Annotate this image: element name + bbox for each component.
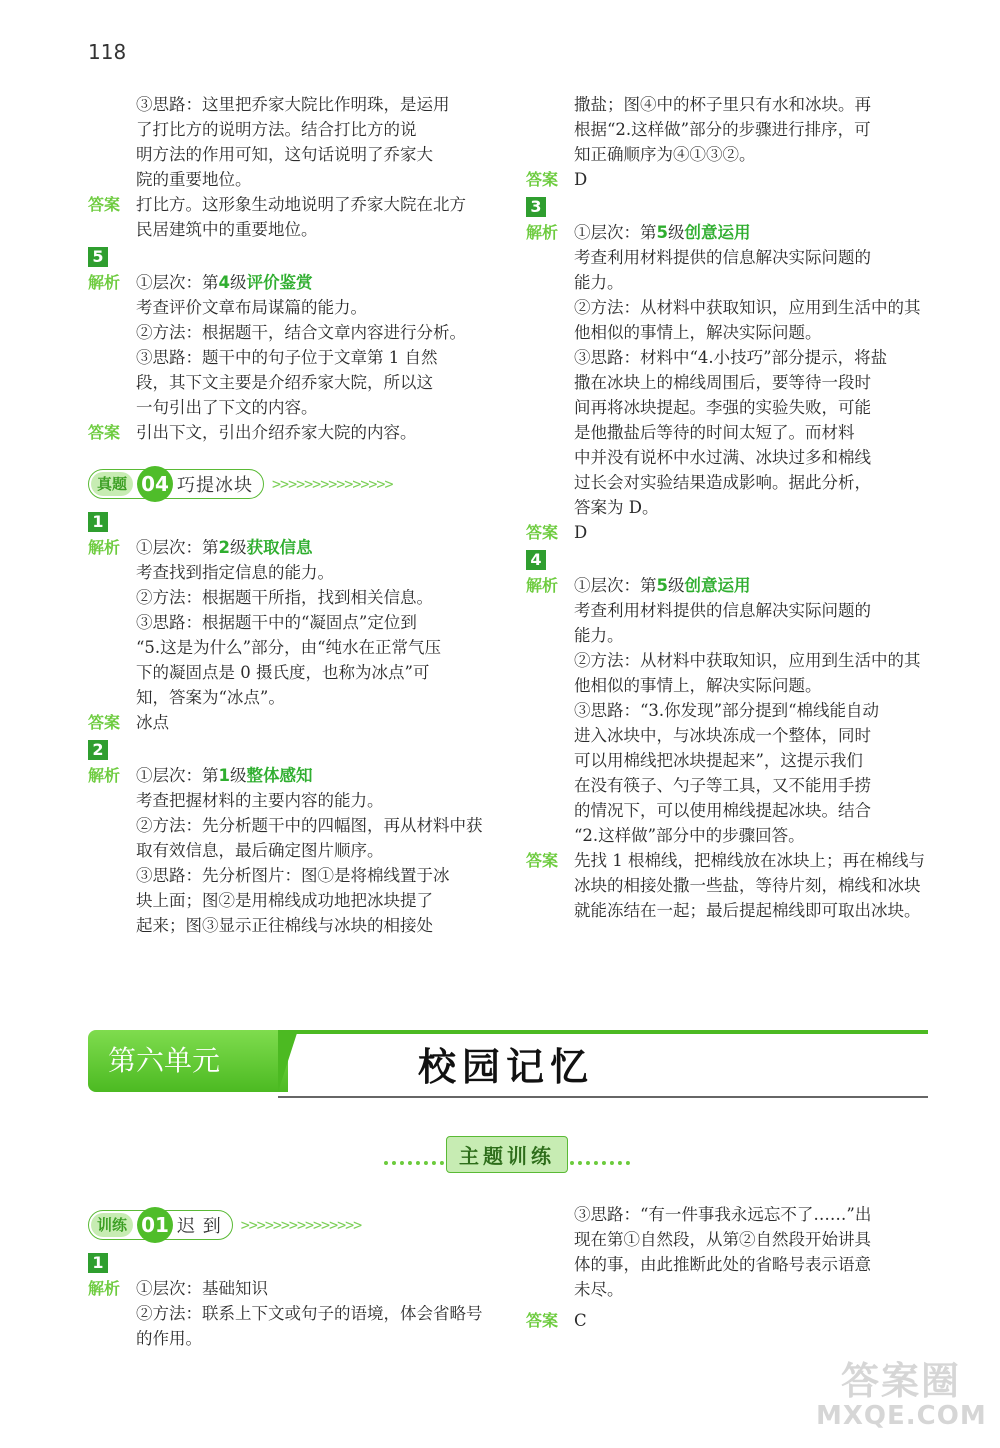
watermark-cn: 答案圈 [840,1359,961,1403]
text-line: “2.这样做”部分中的步骤回答。 [574,826,805,845]
text-line: ②方法：先分析题干中的四幅图，再从材料中获 [136,816,483,835]
answer-label: 答案 [526,170,559,189]
text-line: 体的事，由此推断此处的省略号表示语意 [574,1255,871,1274]
q2-analysis [88,763,498,938]
text-line: 中并没有说杯中水过满、冰块过多和棉线 [574,448,871,467]
q1-answer [88,710,498,735]
watermark-en: MXQE.COM [816,1401,987,1431]
text-line: 现在第①自然段，从第②自然段开始讲具 [574,1230,871,1249]
text-line: 冰点 [136,713,169,732]
theme-heading [384,1136,630,1176]
text-line: 引出下文，引出介绍乔家大院的内容。 [136,423,417,442]
question-number: 2 [88,740,108,760]
section-heading [88,1208,498,1242]
text-line: 间再将冰块提起。李强的实验失败，可能 [574,398,871,417]
text-line: ②方法：根据题干所指，找到相关信息。 [136,588,433,607]
analysis-label: 解析 [526,576,559,595]
q2-answer [526,167,936,192]
text-line: ②方法：从材料中获取知识，应用到生活中的其 [574,298,921,317]
analysis-label: 解析 [88,538,121,557]
text-line: 能力。 [574,626,624,645]
text-line: 在没有筷子、勺子等工具，又不能用手捞 [574,776,871,795]
q3-answer [526,520,936,545]
text-line: ③思路：题干中的句子位于文章第 1 自然 [136,348,438,367]
section-title: 迟 到 [177,1216,222,1237]
text-line: 未尽。 [574,1280,624,1299]
text-line: 就能冻结在一起；最后提起棉线即可取出冰块。 [574,901,921,920]
text-line: 能力。 [574,273,624,292]
section-kind: 训练 [91,1213,133,1237]
text-line: 撒盐；图④中的杯子里只有水和冰块。再 [574,95,871,114]
q2-analysis-cont [526,92,936,167]
banner-underline [278,1096,928,1098]
text-line: 考查评价文章布局谋篇的能力。 [136,298,367,317]
dots-decoration [570,1161,630,1165]
section-heading [88,467,498,501]
answer-label: 答案 [88,195,121,214]
training-q1-answer [526,1308,936,1333]
text-line: 明方法的作用可知，这句话说明了乔家大 [136,145,433,164]
text-line: ③思路：材料中“4.小技巧”部分提示，将盐 [574,348,888,367]
text-line: ①层次：基础知识 [136,1279,268,1298]
text-line: 他相似的事情上，解决实际问题。 [574,323,822,342]
text-line: 起来；图③显示正往棉线与冰块的相接处 [136,916,433,935]
level-line: ①层次：第1级整体感知 [136,766,313,785]
text-line: 考查利用材料提供的信息解决实际问题的 [574,601,871,620]
text-line: ②方法：根据题干，结合文章内容进行分析。 [136,323,466,342]
training-left [88,1208,498,1351]
training-right [526,1202,936,1333]
q4-analysis [526,573,936,848]
text-line: 了打比方的说明方法。结合打比方的说 [136,120,417,139]
unit-title: 校园记忆 [418,1045,595,1089]
text-line: 考查找到指定信息的能力。 [136,563,334,582]
analysis-label: 解析 [526,223,559,242]
text-line: “5.这是为什么”部分，由“纯水在正常气压 [136,638,442,657]
text-line: 撒在冰块上的棉线周围后，要等待一段时 [574,373,871,392]
analysis-label: 解析 [88,766,121,785]
analysis-label: 解析 [88,1279,121,1298]
unit-banner [88,1030,928,1100]
text-line: 考查把握材料的主要内容的能力。 [136,791,384,810]
text-line: 过长会对实验结果造成影响。据此分析， [574,473,871,492]
level-line: ①层次：第4级评价鉴赏 [136,273,313,292]
level-line: ①层次：第2级获取信息 [136,538,313,557]
training-q1-analysis-cont [526,1202,936,1302]
section-kind: 真题 [91,472,133,496]
page-number: 118 [88,40,127,64]
text-line: ③思路：“3.你发现”部分提到“棉线能自动 [574,701,880,720]
text-line: 考查利用材料提供的信息解决实际问题的 [574,248,871,267]
text-line: 根据“2.这样做”部分的步骤进行排序，可 [574,120,871,139]
text-line: 先找 1 根棉线，把棉线放在冰块上；再在棉线与 [574,851,925,870]
left-column [88,92,498,938]
analysis-label: 解析 [88,273,121,292]
q5-analysis [88,270,498,420]
question-number: 1 [88,1253,108,1273]
text-line: 院的重要地位。 [136,170,252,189]
answer-label: 答案 [526,851,559,870]
q4-answer [88,192,498,242]
text-line: 答案为 D。 [574,498,659,517]
q5-answer [88,420,498,445]
text-line: ③思路：“有一件事我永远忘不了……”出 [574,1205,872,1224]
question-number: 1 [88,512,108,532]
answer-label: 答案 [526,523,559,542]
unit-label: 第六单元 [88,1030,288,1092]
text-line: C [574,1311,587,1330]
question-number: 4 [526,550,546,570]
text-line: 的作用。 [136,1329,202,1348]
text-line: D [574,523,588,542]
q3-analysis [526,220,936,520]
dots-decoration [384,1161,444,1165]
text-line: 他相似的事情上，解决实际问题。 [574,676,822,695]
text-line: 进入冰块中，与冰块冻成一个整体，同时 [574,726,871,745]
text-line: ②方法：从材料中获取知识，应用到生活中的其 [574,651,921,670]
chevrons-decoration: >>>>>>>>>>>>>>> [272,475,393,493]
training-q1-analysis [88,1276,498,1351]
text-line: 的情况下，可以使用棉线提起冰块。结合 [574,801,871,820]
level-line: ①层次：第5级创意运用 [574,576,751,595]
text-line: 下的凝固点是 0 摄氏度，也称为冰点”可 [136,663,430,682]
text-line: 取有效信息，最后确定图片顺序。 [136,841,384,860]
answer-label: 答案 [88,713,121,732]
q4-analysis-cont [88,92,498,192]
answer-label: 答案 [526,1311,559,1330]
section-title: 巧提冰块 [177,475,254,496]
question-number: 3 [526,197,546,217]
text-line: ②方法：联系上下文或句子的语境，体会省略号 [136,1304,483,1323]
answer-label: 答案 [88,423,121,442]
banner-wedge [278,1030,298,1092]
text-line: 块上面；图②是用棉线成功地把冰块提了 [136,891,433,910]
text-line: ③思路：先分析图片：图①是将棉线置于冰 [136,866,450,885]
text-line: 可以用棉线把冰块提起来”，这提示我们 [574,751,863,770]
text-line: ③思路：这里把乔家大院比作明珠，是运用 [136,95,450,114]
section-number: 01 [137,1207,173,1243]
question-number: 5 [88,247,108,267]
text-line: D [574,170,588,189]
text-line: 是他撒盐后等待的时间太短了。而材料 [574,423,855,442]
text-line: 知，答案为“冰点”。 [136,688,285,707]
text-line: ③思路：根据题干中的“凝固点”定位到 [136,613,417,632]
text-line: 打比方。这形象生动地说明了乔家大院在北方 [136,195,466,214]
theme-title: 主题训练 [446,1136,568,1173]
level-line: ①层次：第5级创意运用 [574,223,751,242]
text-line: 段，其下文主要是介绍乔家大院，所以这 [136,373,433,392]
text-line: 民居建筑中的重要地位。 [136,220,318,239]
section-number: 04 [137,466,173,502]
q1-analysis [88,535,498,710]
chevrons-decoration: >>>>>>>>>>>>>>> [240,1216,362,1234]
right-column [526,92,936,923]
q4-answer [526,848,936,923]
text-line: 一句引出了下文的内容。 [136,398,318,417]
banner-rule [283,1030,928,1034]
text-line: 冰块的相接处撒一些盐，等待片刻，棉线和冰块 [574,876,921,895]
text-line: 知正确顺序为④①③②。 [574,145,756,164]
watermark-logo [816,1360,986,1430]
